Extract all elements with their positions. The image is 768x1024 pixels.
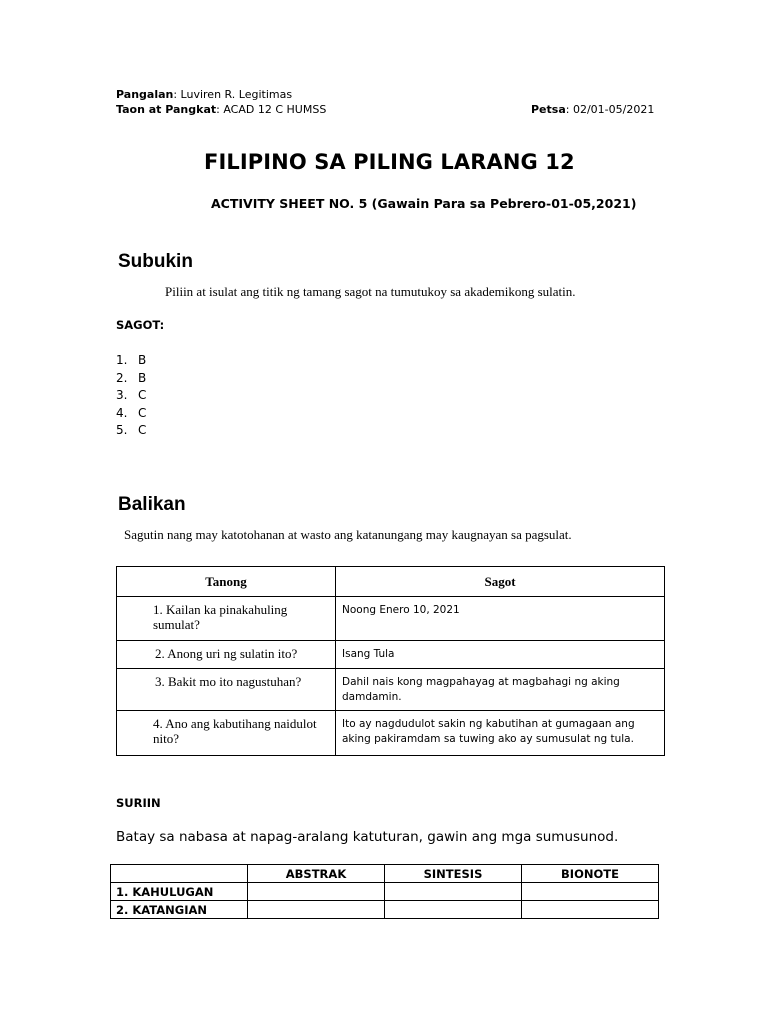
table-cell xyxy=(385,883,522,901)
column-header-sintesis: SINTESIS xyxy=(385,865,522,883)
answer-cell: Isang Tula xyxy=(336,641,665,669)
answer-label: SAGOT: xyxy=(116,318,165,332)
subukin-instruction: Piliin at isulat ang titik ng tamang sagot na tumutukoy sa akademikong sulatin. xyxy=(165,284,576,299)
name-value: Luviren R. Legitimas xyxy=(180,88,293,101)
table-cell xyxy=(522,883,659,901)
subukin-heading: Subukin xyxy=(118,251,193,272)
suriin-heading: SURIIN xyxy=(116,796,161,810)
column-header-bionote: BIONOTE xyxy=(522,865,659,883)
answer-value: B xyxy=(138,353,147,367)
table-cell xyxy=(522,901,659,919)
table-cell xyxy=(248,901,385,919)
row-label-katangian: 2. KATANGIAN xyxy=(111,901,248,919)
answer-number: 4. xyxy=(116,405,128,420)
answer-value: C xyxy=(138,388,147,402)
table-row xyxy=(117,597,665,641)
list-item xyxy=(116,422,146,440)
balikan-heading: Balikan xyxy=(118,494,186,515)
grade-label: Taon at Pangkat xyxy=(116,103,217,116)
list-item xyxy=(116,405,146,423)
answer-number: 5. xyxy=(116,423,128,437)
table-row xyxy=(111,883,659,901)
answer-cell: Ito ay nagdudulot sakin ng kabutihan at gumagaan ang aking pakiramdam sa tuwing ako ay sumusulat ng tula. xyxy=(336,711,665,756)
answer-value: B xyxy=(138,370,147,385)
answer-number: 2. xyxy=(116,370,128,385)
suriin-instruction: Batay sa nabasa at napag-aralang katuturan, gawin ang mga sumusunod. xyxy=(116,829,619,845)
question-cell: 2. Anong uri ng sulatin ito? xyxy=(117,641,336,669)
question-cell: 4. Ano ang kabutihang naidulot nito? xyxy=(117,711,336,756)
page-title: FILIPINO SA PILING LARANG 12 xyxy=(204,150,575,174)
grade-value: ACAD 12 C HUMSS xyxy=(223,103,327,116)
list-item xyxy=(116,352,146,370)
column-header-abstrak: ABSTRAK xyxy=(248,865,385,883)
date-value: 02/01-05/2021 xyxy=(572,103,655,116)
table-row xyxy=(117,641,665,669)
name-label: Pangalan xyxy=(116,88,174,101)
table-header-row xyxy=(111,865,659,883)
date-line: Petsa: 02/01-05/2021 xyxy=(531,103,655,116)
list-item xyxy=(116,370,146,388)
date-label: Petsa xyxy=(531,103,566,116)
answer-number: 3. xyxy=(116,388,128,402)
table-cell xyxy=(248,883,385,901)
grade-line: Taon at Pangkat: ACAD 12 C HUMSS xyxy=(116,103,327,116)
answer-cell: Dahil nais kong magpahayag at magbahagi ng aking damdamin. xyxy=(336,669,665,711)
answer-list xyxy=(116,352,146,440)
table-row xyxy=(111,901,659,919)
name-line: Pangalan: Luviren R. Legitimas xyxy=(116,88,293,101)
table-cell xyxy=(111,865,248,883)
column-header-sagot: Sagot xyxy=(336,567,665,597)
suriin-table xyxy=(110,864,659,919)
row-label-kahulugan: 1. KAHULUGAN xyxy=(111,883,248,901)
answer-value: C xyxy=(138,405,147,420)
question-cell: 3. Bakit mo ito nagustuhan? xyxy=(117,669,336,711)
table-cell xyxy=(385,901,522,919)
table-row xyxy=(117,711,665,756)
page-subtitle: ACTIVITY SHEET NO. 5 (Gawain Para sa Pebrero-01-05,2021) xyxy=(211,196,637,211)
table-header-row xyxy=(117,567,665,597)
question-table xyxy=(116,566,665,756)
column-header-tanong: Tanong xyxy=(117,567,336,597)
answer-value: C xyxy=(138,423,147,437)
answer-cell: Noong Enero 10, 2021 xyxy=(336,597,665,641)
question-cell: 1. Kailan ka pinakahuling sumulat? xyxy=(117,597,336,641)
table-row xyxy=(117,669,665,711)
balikan-instruction: Sagutin nang may katotohanan at wasto ang katanungang may kaugnayan sa pagsulat. xyxy=(124,527,572,542)
answer-number: 1. xyxy=(116,353,128,367)
list-item xyxy=(116,387,146,405)
